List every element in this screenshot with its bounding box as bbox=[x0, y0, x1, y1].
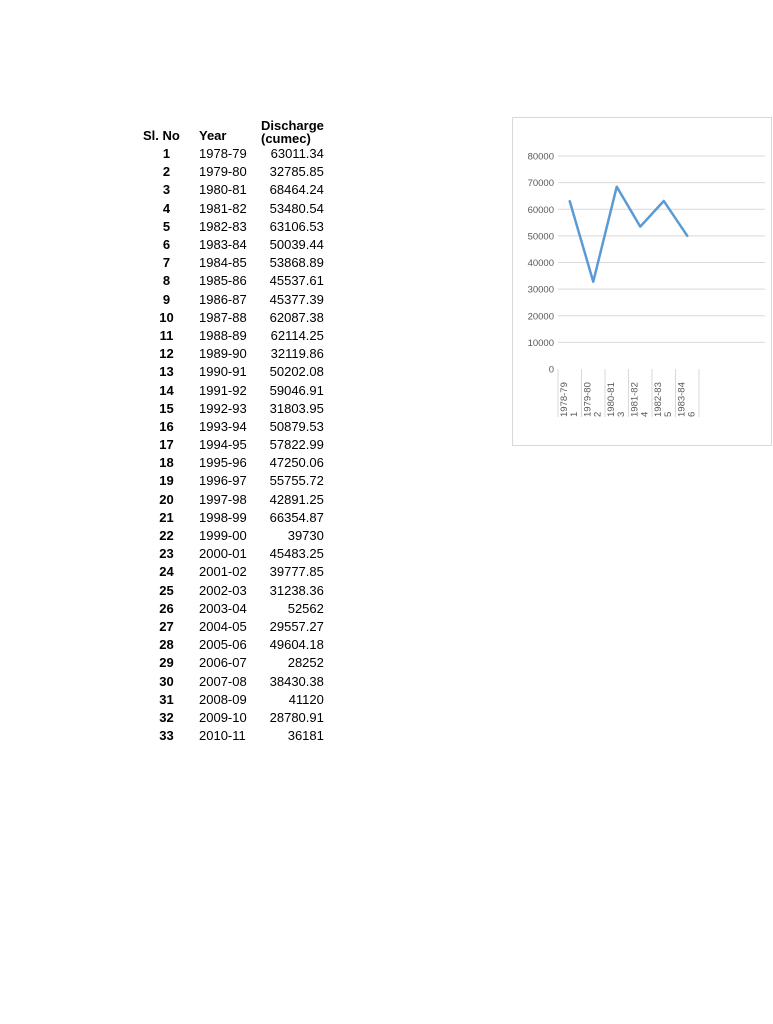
cell-sl-no: 9 bbox=[162, 291, 171, 307]
cell-sl-no: 3 bbox=[162, 182, 171, 198]
cell-year: 1978-79 bbox=[199, 146, 247, 162]
table-row bbox=[138, 254, 324, 272]
cell-discharge: 68464.24 bbox=[269, 182, 324, 198]
table-row bbox=[138, 636, 324, 654]
cell-year: 2003-04 bbox=[199, 600, 247, 616]
header-discharge-line2: (cumec) bbox=[261, 131, 311, 146]
cell-year: 2000-01 bbox=[199, 546, 247, 562]
x-tick-label-num: 2 bbox=[592, 411, 604, 417]
table-row bbox=[138, 527, 324, 545]
table-row bbox=[138, 345, 324, 363]
cell-year: 1983-84 bbox=[199, 237, 247, 253]
cell-year: 1984-85 bbox=[199, 255, 247, 271]
table-row bbox=[138, 509, 324, 527]
table-row bbox=[138, 672, 324, 690]
series-line bbox=[570, 187, 688, 282]
x-tick-label-num: 6 bbox=[686, 411, 698, 417]
cell-sl-no: 15 bbox=[159, 400, 174, 416]
cell-sl-no: 6 bbox=[162, 237, 171, 253]
table-row bbox=[138, 454, 324, 472]
table-body bbox=[138, 145, 324, 745]
cell-sl-no: 18 bbox=[159, 455, 174, 471]
cell-discharge: 66354.87 bbox=[269, 509, 324, 525]
cell-year: 1985-86 bbox=[199, 273, 247, 289]
cell-sl-no: 4 bbox=[162, 200, 171, 216]
header-discharge-line1: Discharge bbox=[261, 118, 324, 133]
table-row bbox=[138, 563, 324, 581]
y-tick-label: 40000 bbox=[527, 258, 554, 269]
table-row bbox=[138, 618, 324, 636]
table-row bbox=[138, 545, 324, 563]
cell-discharge: 32785.85 bbox=[269, 164, 324, 180]
cell-sl-no: 2 bbox=[162, 164, 171, 180]
cell-sl-no: 32 bbox=[159, 709, 174, 725]
cell-year: 2008-09 bbox=[199, 691, 247, 707]
cell-year: 1991-92 bbox=[199, 382, 247, 398]
table-row bbox=[138, 436, 324, 454]
chart-viewport bbox=[512, 117, 698, 447]
cell-discharge: 57822.99 bbox=[269, 437, 324, 453]
y-tick-label: 20000 bbox=[527, 311, 554, 323]
cell-discharge: 28780.91 bbox=[269, 709, 324, 725]
x-tick-label-year: 1981-82 bbox=[629, 382, 641, 417]
y-tick-label: 50000 bbox=[527, 231, 554, 243]
line-chart bbox=[513, 118, 773, 447]
table-row bbox=[138, 600, 324, 618]
cell-discharge: 49604.18 bbox=[269, 637, 324, 653]
cell-year: 1992-93 bbox=[199, 400, 247, 416]
table-row bbox=[138, 400, 324, 418]
header-year: Year bbox=[199, 128, 227, 143]
cell-sl-no: 14 bbox=[159, 382, 174, 398]
cell-year: 2002-03 bbox=[199, 582, 247, 598]
cell-discharge: 47250.06 bbox=[269, 455, 324, 471]
cell-sl-no: 13 bbox=[159, 364, 174, 380]
cell-sl-no: 33 bbox=[159, 728, 174, 744]
cell-sl-no: 26 bbox=[159, 600, 174, 616]
table-row bbox=[138, 727, 324, 745]
cell-discharge: 28252 bbox=[287, 655, 324, 671]
cell-sl-no: 28 bbox=[159, 637, 174, 653]
cell-sl-no: 5 bbox=[162, 218, 171, 234]
cell-year: 1999-00 bbox=[199, 528, 247, 544]
cell-year: 1982-83 bbox=[199, 218, 247, 234]
x-tick-label-year: 1982-83 bbox=[652, 382, 664, 417]
cell-discharge: 63011.34 bbox=[270, 146, 324, 162]
y-tick-label: 0 bbox=[548, 364, 554, 376]
table-row bbox=[138, 709, 324, 727]
cell-sl-no: 21 bbox=[159, 509, 174, 525]
cell-discharge: 59046.91 bbox=[269, 382, 324, 398]
cell-discharge: 31803.95 bbox=[269, 400, 324, 416]
table-row bbox=[138, 327, 324, 345]
x-tick-label-num: 1 bbox=[568, 411, 580, 417]
cell-year: 2001-02 bbox=[199, 564, 247, 580]
cell-year: 1980-81 bbox=[199, 182, 247, 198]
cell-discharge: 62087.38 bbox=[269, 309, 324, 325]
table-row bbox=[138, 181, 324, 199]
discharge-table-container bbox=[138, 115, 324, 745]
cell-sl-no: 25 bbox=[159, 582, 174, 598]
cell-year: 2006-07 bbox=[199, 655, 247, 671]
cell-discharge: 50202.08 bbox=[269, 364, 324, 380]
cell-sl-no: 8 bbox=[162, 273, 171, 289]
cell-discharge: 55755.72 bbox=[269, 473, 324, 489]
cell-sl-no: 7 bbox=[162, 255, 171, 271]
y-tick-label: 80000 bbox=[527, 151, 554, 163]
y-tick-label: 10000 bbox=[527, 337, 554, 349]
table-row bbox=[138, 236, 324, 254]
cell-discharge: 53868.89 bbox=[269, 255, 324, 271]
cell-year: 1994-95 bbox=[199, 437, 247, 453]
cell-discharge: 62114.25 bbox=[270, 327, 324, 343]
table-row bbox=[138, 291, 324, 309]
cell-sl-no: 30 bbox=[159, 673, 174, 689]
cell-sl-no: 17 bbox=[159, 437, 174, 453]
cell-sl-no: 23 bbox=[159, 546, 174, 562]
header-sl-no: Sl. No bbox=[143, 128, 180, 143]
cell-year: 1979-80 bbox=[199, 164, 247, 180]
cell-year: 1998-99 bbox=[199, 509, 247, 525]
cell-discharge: 38430.38 bbox=[269, 673, 324, 689]
x-tick-label-year: 1983-84 bbox=[676, 382, 688, 417]
cell-discharge: 29557.27 bbox=[269, 618, 324, 634]
cell-year: 2009-10 bbox=[199, 709, 247, 725]
table-row bbox=[138, 218, 324, 236]
x-tick-label-num: 4 bbox=[639, 411, 651, 417]
cell-year: 2010-11 bbox=[199, 728, 246, 744]
y-tick-label: 70000 bbox=[527, 178, 554, 190]
x-tick-label-year: 1978-79 bbox=[558, 382, 570, 417]
cell-sl-no: 24 bbox=[159, 564, 174, 580]
cell-year: 1997-98 bbox=[199, 491, 247, 507]
cell-year: 1996-97 bbox=[199, 473, 247, 489]
table-row bbox=[138, 363, 324, 381]
table-row bbox=[138, 200, 324, 218]
cell-discharge: 45537.61 bbox=[269, 273, 324, 289]
table-row bbox=[138, 418, 324, 436]
x-tick-label-year: 1980-81 bbox=[605, 382, 617, 417]
table-row bbox=[138, 472, 324, 490]
table-row bbox=[138, 491, 324, 509]
cell-year: 1989-90 bbox=[199, 346, 247, 362]
cell-discharge: 32119.86 bbox=[270, 346, 324, 362]
cell-sl-no: 1 bbox=[162, 146, 171, 162]
cell-discharge: 52562 bbox=[287, 600, 324, 616]
cell-sl-no: 20 bbox=[159, 491, 174, 507]
cell-discharge: 31238.36 bbox=[269, 582, 324, 598]
y-tick-label: 60000 bbox=[527, 204, 554, 216]
cell-year: 1988-89 bbox=[199, 327, 247, 343]
cell-year: 2004-05 bbox=[199, 618, 247, 634]
cell-year: 1990-91 bbox=[199, 364, 247, 380]
cell-discharge: 41120 bbox=[288, 691, 324, 707]
cell-discharge: 50879.53 bbox=[269, 418, 324, 434]
cell-sl-no: 29 bbox=[159, 655, 174, 671]
table-row bbox=[138, 272, 324, 290]
header-discharge bbox=[261, 115, 324, 145]
x-tick-label-num: 5 bbox=[662, 411, 674, 417]
x-tick-label-num: 3 bbox=[615, 411, 627, 417]
cell-sl-no: 16 bbox=[159, 418, 174, 434]
cell-discharge: 50039.44 bbox=[269, 237, 324, 253]
cell-year: 1993-94 bbox=[199, 418, 247, 434]
y-tick-label: 30000 bbox=[527, 284, 554, 296]
cell-sl-no: 12 bbox=[159, 346, 174, 362]
cell-sl-no: 10 bbox=[159, 309, 174, 325]
cell-year: 1986-87 bbox=[199, 291, 247, 307]
table-row bbox=[138, 582, 324, 600]
chart-area[interactable] bbox=[512, 117, 772, 446]
cell-year: 1995-96 bbox=[199, 455, 247, 471]
cell-discharge: 63106.53 bbox=[269, 218, 324, 234]
table-row bbox=[138, 309, 324, 327]
cell-year: 1981-82 bbox=[199, 200, 247, 216]
x-tick-label-year: 1979-80 bbox=[582, 382, 594, 417]
table-row bbox=[138, 691, 324, 709]
cell-discharge: 45483.25 bbox=[269, 546, 324, 562]
cell-sl-no: 27 bbox=[159, 618, 174, 634]
cell-discharge: 45377.39 bbox=[269, 291, 324, 307]
cell-discharge: 36181 bbox=[287, 728, 324, 744]
cell-sl-no: 22 bbox=[159, 528, 174, 544]
cell-year: 2007-08 bbox=[199, 673, 247, 689]
cell-sl-no: 31 bbox=[159, 691, 174, 707]
cell-discharge: 39730 bbox=[287, 528, 324, 544]
cell-year: 1987-88 bbox=[199, 309, 247, 325]
cell-discharge: 39777.85 bbox=[269, 564, 324, 580]
cell-year: 2005-06 bbox=[199, 637, 247, 653]
discharge-table bbox=[138, 115, 324, 745]
table-row bbox=[138, 654, 324, 672]
table-header-row bbox=[138, 115, 324, 145]
cell-discharge: 53480.54 bbox=[269, 200, 324, 216]
table-row bbox=[138, 163, 324, 181]
cell-sl-no: 11 bbox=[159, 327, 174, 343]
cell-sl-no: 19 bbox=[159, 473, 174, 489]
cell-discharge: 42891.25 bbox=[269, 491, 324, 507]
table-row bbox=[138, 145, 324, 163]
table-row bbox=[138, 381, 324, 399]
